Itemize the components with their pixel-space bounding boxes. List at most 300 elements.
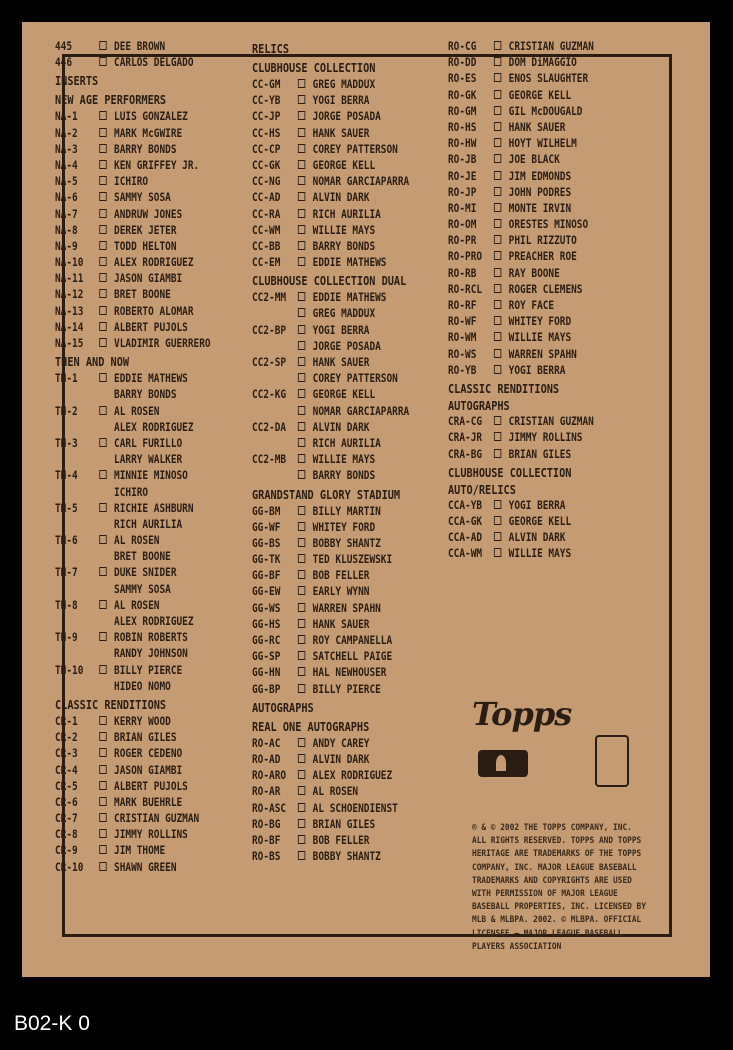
checklist-row — [252, 832, 409, 848]
checklist-row — [252, 681, 409, 697]
section-heading: NEW AGE PERFORMERS — [55, 92, 167, 108]
checkbox-icon[interactable] — [494, 106, 501, 115]
checkbox-icon[interactable] — [99, 732, 106, 741]
checklist-row — [252, 305, 409, 321]
checkbox-icon[interactable] — [494, 41, 501, 50]
checklist-row — [448, 446, 594, 462]
checkbox-icon[interactable] — [298, 851, 305, 860]
checkbox-icon[interactable] — [494, 219, 501, 228]
checklist-row — [448, 54, 594, 70]
checkbox-icon[interactable] — [298, 754, 305, 763]
section-heading: REAL ONE AUTOGRAPHS — [252, 718, 370, 734]
player-name: ROBIN ROBERTS — [114, 630, 188, 645]
card-number: NA-14 — [55, 319, 84, 334]
player-name: CRISTIAN GUZMAN — [114, 811, 200, 826]
player-name: ROGER CLEMENS — [508, 281, 583, 296]
player-name: GEORGE KELL — [508, 514, 572, 529]
player-name: DEE BROWN — [114, 39, 166, 53]
card-number — [252, 305, 298, 321]
checklist-row — [252, 751, 409, 767]
checklist-row — [55, 859, 211, 875]
checkbox-icon[interactable] — [494, 516, 501, 525]
card-number: NA-8 — [55, 222, 78, 237]
player-name: EDDIE MATHEWS — [312, 255, 387, 270]
checklist-row — [55, 678, 211, 694]
checklist-row — [448, 119, 594, 135]
checkbox-icon[interactable] — [298, 257, 305, 266]
checkbox-icon[interactable] — [99, 781, 106, 790]
checkbox-icon[interactable] — [99, 503, 106, 512]
checklist-row — [448, 346, 594, 362]
player-name: ALEX RODRIGUEZ — [312, 768, 393, 783]
checkbox-icon[interactable] — [99, 306, 106, 315]
section-heading: AUTOGRAPHS — [448, 397, 510, 413]
checklist-row — [252, 583, 409, 599]
checklist-row — [252, 551, 409, 567]
checklist-row — [252, 648, 409, 664]
checkbox-icon[interactable] — [99, 845, 106, 854]
mlb-logo-icon — [478, 750, 528, 777]
player-name: ALBERT PUJOLS — [114, 778, 188, 793]
card-number: CC2-SP — [252, 355, 287, 369]
checkbox-icon[interactable] — [298, 225, 305, 234]
checkbox-icon[interactable] — [298, 241, 305, 250]
checkbox-icon[interactable] — [494, 235, 501, 244]
checkbox-icon[interactable] — [298, 160, 305, 169]
checkbox-icon[interactable] — [298, 144, 305, 153]
checkbox-icon[interactable] — [99, 273, 106, 282]
card-number: TN-8 — [55, 597, 78, 612]
card-number — [55, 548, 99, 564]
card-number: TN-7 — [55, 565, 78, 580]
checkbox-icon[interactable] — [99, 600, 106, 609]
checklist-row — [252, 467, 409, 483]
checkbox-icon[interactable] — [494, 154, 501, 163]
player-name: ANDRUW JONES — [114, 206, 183, 221]
player-name: HOYT WILHELM — [508, 136, 577, 151]
checkbox-icon[interactable] — [298, 786, 305, 795]
checkbox-icon[interactable] — [298, 554, 305, 563]
player-name: NOMAR GARCIAPARRA — [312, 174, 410, 189]
card-number: TN-10 — [55, 662, 84, 677]
checkbox-icon[interactable] — [494, 138, 501, 147]
checkbox-icon[interactable] — [99, 241, 106, 250]
checkbox-icon[interactable] — [99, 748, 106, 757]
card-number: CC-GK — [252, 157, 281, 172]
player-name: ALEX RODRIGUEZ — [114, 419, 194, 434]
checkbox-icon[interactable] — [99, 338, 106, 347]
player-name: CRISTIAN GUZMAN — [508, 39, 594, 53]
checklist-row — [55, 810, 211, 826]
card-number: CC-WM — [252, 222, 281, 237]
checklist-row — [252, 767, 409, 783]
checklist-row — [448, 265, 594, 281]
checklist-row — [55, 222, 211, 238]
player-name: MONTE IRVIN — [508, 200, 572, 215]
card-number: CRA-CG — [448, 414, 483, 429]
checkbox-icon[interactable] — [99, 862, 106, 871]
player-name: GREG MADDUX — [312, 306, 376, 321]
card-number: 446 — [55, 55, 73, 70]
checkbox-icon[interactable] — [99, 322, 106, 331]
card-number — [55, 678, 99, 694]
checklist-row — [252, 254, 409, 270]
player-name: WILLIE MAYS — [312, 452, 376, 467]
checkbox-icon[interactable] — [494, 316, 501, 325]
player-name: WILLIE MAYS — [508, 546, 572, 561]
checkbox-icon[interactable] — [99, 716, 106, 725]
checkbox-icon[interactable] — [298, 738, 305, 747]
checklist-row — [448, 281, 594, 297]
checklist-row — [55, 516, 211, 532]
legal-text: ® & © 2002 THE TOPPS COMPANY, INC. ALL RIGHTS RESERVED. TOPPS AND TOPPS HERITAGE ARE TRADEMARKS OF THE TOPPS COMPANY, INC. MAJOR LEAGUE BASEBALL TRADEMARKS AND COPYRIGHTS ARE USED WITH PERMISSION OF MAJOR LEAGUE BASEBALL PROPERTIES, INC. LICENSED BY MLB & MLBPA. 2002. © MLBPA. OFFICIAL LICENSEE – MAJOR LEAGUE BASEBALL PLAYERS ASSOCIATION — [472, 822, 646, 952]
checkbox-icon[interactable] — [494, 500, 501, 509]
checklist-row — [448, 313, 594, 329]
checkbox-icon[interactable] — [298, 603, 305, 612]
checklist-row — [448, 216, 594, 232]
player-name: BOB FELLER — [312, 568, 370, 583]
card-number: CR-8 — [55, 827, 78, 842]
checkbox-icon[interactable] — [298, 835, 305, 844]
checkbox-icon[interactable] — [298, 373, 305, 382]
card-number: RO-WS — [448, 346, 477, 361]
checkbox-icon[interactable] — [298, 586, 305, 595]
checkbox-icon[interactable] — [494, 548, 501, 557]
player-name: JIM EDMONDS — [508, 168, 572, 183]
player-name: WILLIE MAYS — [508, 330, 572, 345]
card-number — [252, 435, 298, 451]
checklist-row — [55, 581, 211, 597]
card-number: RO-OM — [448, 217, 477, 232]
spacer — [99, 678, 106, 694]
checklist-row — [55, 645, 211, 661]
checkbox-icon[interactable] — [494, 122, 501, 131]
checklist-row — [252, 222, 409, 238]
player-name: LARRY WALKER — [114, 452, 183, 467]
checkbox-icon[interactable] — [298, 522, 305, 531]
checkbox-icon[interactable] — [298, 570, 305, 579]
card-number: CC2-DA — [252, 419, 287, 434]
card-number: NA-11 — [55, 271, 84, 286]
checklist-row — [448, 70, 594, 86]
checklist-row — [55, 303, 211, 319]
card-number: CC-HS — [252, 125, 281, 140]
checkbox-icon[interactable] — [494, 90, 501, 99]
checkbox-icon[interactable] — [298, 538, 305, 547]
checkbox-icon[interactable] — [494, 432, 501, 441]
checkbox-icon[interactable] — [494, 365, 501, 374]
card-number — [55, 484, 99, 500]
checklist-row — [55, 335, 211, 351]
checklist-row — [55, 826, 211, 842]
checklist-row — [55, 451, 211, 467]
player-name: ALVIN DARK — [312, 190, 370, 205]
player-name: GREG MADDUX — [312, 77, 376, 91]
checklist-row — [252, 141, 409, 157]
checkbox-icon[interactable] — [99, 289, 106, 298]
checkbox-icon[interactable] — [99, 144, 106, 153]
card-number: GG-WS — [252, 600, 281, 615]
player-name: HIDEO NOMO — [114, 678, 171, 693]
checklist-row — [55, 206, 211, 222]
card-number: RO-MI — [448, 200, 477, 215]
checklist-row — [252, 386, 409, 402]
checklist-row — [55, 125, 211, 141]
card-number: NA-5 — [55, 174, 78, 189]
checklist-row — [448, 232, 594, 248]
card-number: RO-HW — [448, 136, 477, 151]
player-name: RICHIE ASHBURN — [114, 500, 194, 515]
checkbox-icon[interactable] — [298, 684, 305, 693]
card-number: CC-BB — [252, 238, 281, 253]
checklist-row — [252, 567, 409, 583]
checkbox-icon[interactable] — [298, 79, 305, 88]
checkbox-icon[interactable] — [298, 308, 305, 317]
card-number: CC-YB — [252, 93, 281, 108]
checkbox-icon[interactable] — [298, 619, 305, 628]
checklist-row — [55, 629, 211, 645]
checkbox-icon[interactable] — [298, 470, 305, 479]
checkbox-icon[interactable] — [494, 57, 501, 66]
card-number — [252, 370, 298, 386]
checkbox-icon[interactable] — [99, 41, 106, 50]
checklist-row — [252, 370, 409, 386]
player-name: AL ROSEN — [114, 403, 160, 418]
checkbox-icon[interactable] — [298, 406, 305, 415]
card-number: RO-PRO — [448, 249, 483, 264]
player-name: EARLY WYNN — [312, 584, 370, 599]
player-name: JASON GIAMBI — [114, 271, 183, 286]
checklist-row — [55, 238, 211, 254]
checklist-row — [252, 519, 409, 535]
checkbox-icon[interactable] — [298, 819, 305, 828]
card-number: RO-BS — [252, 849, 281, 864]
player-name: KEN GRIFFEY JR. — [114, 157, 200, 172]
player-name: HANK SAUER — [508, 119, 566, 134]
checkbox-icon[interactable] — [494, 449, 501, 458]
checkbox-icon[interactable] — [298, 292, 305, 301]
player-name: JASON GIAMBI — [114, 762, 183, 777]
checkbox-icon[interactable] — [494, 416, 501, 425]
card-number: CRA-BG — [448, 446, 483, 461]
card-number: RO-PR — [448, 233, 477, 248]
checkbox-icon[interactable] — [298, 192, 305, 201]
card-number: NA-12 — [55, 287, 84, 302]
section-heading: CLUBHOUSE COLLECTION — [252, 60, 376, 75]
card-number: TN-3 — [55, 435, 78, 450]
checkbox-icon[interactable] — [298, 325, 305, 334]
checklist-row — [252, 289, 409, 305]
player-name: WHITEY FORD — [312, 519, 376, 534]
checkbox-icon[interactable] — [99, 192, 106, 201]
player-name: WHITEY FORD — [508, 314, 572, 329]
checklist-row — [55, 467, 211, 483]
checkbox-icon[interactable] — [298, 422, 305, 431]
player-name: JIMMY ROLLINS — [114, 827, 188, 842]
player-name: WARREN SPAHN — [508, 346, 577, 361]
checkbox-icon[interactable] — [99, 632, 106, 641]
checkbox-icon[interactable] — [99, 470, 106, 479]
player-name: MARK BUEHRLE — [114, 794, 183, 809]
checklist-row — [55, 108, 211, 124]
section-heading: AUTO/RELICS — [448, 481, 516, 497]
player-name: RICH AURILIA — [312, 206, 381, 221]
checklist-row — [448, 513, 594, 529]
checkbox-icon[interactable] — [298, 209, 305, 218]
checklist-row — [55, 403, 211, 419]
checkbox-icon[interactable] — [298, 95, 305, 104]
card-number: NA-15 — [55, 336, 84, 350]
card-number: TN-9 — [55, 630, 78, 645]
checkbox-icon[interactable] — [99, 406, 106, 415]
checklist-row — [55, 419, 211, 435]
player-name: BILLY PIERCE — [312, 681, 381, 696]
checkbox-icon[interactable] — [298, 667, 305, 676]
checkbox-icon[interactable] — [494, 349, 501, 358]
checkbox-icon[interactable] — [494, 284, 501, 293]
checkbox-icon[interactable] — [298, 111, 305, 120]
card-number: RO-HS — [448, 119, 477, 134]
checkbox-icon[interactable] — [99, 128, 106, 137]
checkbox-icon[interactable] — [494, 268, 501, 277]
player-name: ROGER CEDENO — [114, 746, 183, 761]
checklist-row — [55, 189, 211, 205]
checklist-row — [55, 157, 211, 173]
checklist-row — [448, 329, 594, 345]
checkbox-icon[interactable] — [298, 341, 305, 350]
section-heading: RELICS — [252, 41, 290, 56]
section-heading: CLUBHOUSE COLLECTION DUAL — [252, 273, 407, 289]
player-name: YOGI BERRA — [312, 93, 370, 108]
checklist-row — [55, 38, 211, 54]
player-name: ALVIN DARK — [312, 419, 370, 434]
player-name: BARRY BONDS — [312, 238, 376, 253]
player-name: TODD HELTON — [114, 238, 177, 253]
checkbox-icon[interactable] — [298, 128, 305, 137]
checkbox-icon[interactable] — [99, 176, 106, 185]
card-number: GG-EW — [252, 584, 281, 599]
checklist-row — [448, 529, 594, 545]
checkbox-icon[interactable] — [494, 187, 501, 196]
card-label: B02-K 0 — [14, 1012, 90, 1035]
player-name: ROY FACE — [508, 298, 555, 312]
card-number: CR-4 — [55, 762, 78, 777]
checklist-row — [448, 151, 594, 167]
player-name: BILLY MARTIN — [312, 503, 381, 518]
checkbox-icon[interactable] — [99, 797, 106, 806]
checkbox-icon[interactable] — [298, 389, 305, 398]
checkbox-icon[interactable] — [99, 567, 106, 576]
player-name: BRIAN GILES — [114, 730, 177, 745]
checklist-row — [252, 848, 409, 864]
checkbox-icon[interactable] — [298, 651, 305, 660]
player-name: BRET BOONE — [114, 287, 171, 302]
checkbox-icon[interactable] — [99, 765, 106, 774]
player-name: AL ROSEN — [114, 533, 160, 548]
checkbox-icon[interactable] — [298, 454, 305, 463]
checkbox-icon[interactable] — [494, 73, 501, 82]
checkbox-icon[interactable] — [99, 57, 106, 66]
checkbox-icon[interactable] — [99, 535, 106, 544]
checkbox-icon[interactable] — [99, 438, 106, 447]
card-number — [252, 338, 298, 354]
checklist-row — [55, 141, 211, 157]
checkbox-icon[interactable] — [99, 665, 106, 674]
checkbox-icon[interactable] — [99, 829, 106, 838]
card-number: NA-9 — [55, 238, 78, 253]
checkbox-icon[interactable] — [494, 251, 501, 260]
player-name: HANK SAUER — [312, 355, 370, 369]
card-number: RO-DD — [448, 55, 477, 70]
player-name: WARREN SPAHN — [312, 600, 381, 615]
checkbox-icon[interactable] — [494, 300, 501, 309]
player-name: VLADIMIR GUERRERO — [114, 336, 211, 350]
checkbox-icon[interactable] — [99, 813, 106, 822]
player-name: YOGI BERRA — [312, 322, 370, 337]
checkbox-icon[interactable] — [298, 357, 305, 366]
player-name: DUKE SNIDER — [114, 565, 177, 580]
checklist-row — [252, 632, 409, 648]
checkbox-icon[interactable] — [298, 438, 305, 447]
player-name: JIM THOME — [114, 843, 166, 858]
card-number: RO-AC — [252, 735, 281, 750]
checklist-row — [448, 362, 594, 378]
checkbox-icon[interactable] — [298, 803, 305, 812]
checklist-row — [55, 548, 211, 564]
card-number: CCA-AD — [448, 530, 483, 545]
checkbox-icon[interactable] — [298, 506, 305, 515]
checkbox-icon[interactable] — [99, 373, 106, 382]
card-number: NA-6 — [55, 190, 78, 205]
card-number: CR-3 — [55, 746, 78, 761]
checklist-row — [55, 54, 211, 70]
card-number: GG-BM — [252, 503, 281, 518]
player-name: EDDIE MATHEWS — [312, 290, 387, 305]
checkbox-icon[interactable] — [99, 225, 106, 234]
card-number: CC-RA — [252, 206, 281, 221]
player-name: JOE BLACK — [508, 152, 560, 167]
checkbox-icon[interactable] — [298, 176, 305, 185]
player-name: ALEX RODRIGUEZ — [114, 614, 194, 628]
player-name: TED KLUSZEWSKI — [312, 552, 393, 567]
player-name: BRIAN GILES — [508, 446, 572, 461]
checkbox-icon[interactable] — [99, 111, 106, 120]
checkbox-icon[interactable] — [494, 203, 501, 212]
player-name: EDDIE MATHEWS — [114, 371, 188, 386]
card-number: CC2-MB — [252, 452, 287, 467]
checklist-row — [448, 297, 594, 313]
checklist-row — [55, 729, 211, 745]
player-name: PHIL RIZZUTO — [508, 233, 577, 248]
checklist-row — [55, 662, 211, 678]
checkbox-icon[interactable] — [99, 160, 106, 169]
section-heading: THEN AND NOW — [55, 354, 130, 370]
checkbox-icon[interactable] — [494, 171, 501, 180]
checkbox-icon[interactable] — [494, 332, 501, 341]
checkbox-icon[interactable] — [99, 257, 106, 266]
spacer — [99, 386, 106, 402]
checkbox-icon[interactable] — [494, 532, 501, 541]
spacer — [99, 451, 106, 467]
card-number: RO-ASC — [252, 800, 287, 815]
checkbox-icon[interactable] — [298, 635, 305, 644]
checkbox-icon[interactable] — [99, 209, 106, 218]
player-name: JOHN PODRES — [508, 184, 572, 199]
checklist-row — [252, 189, 409, 205]
card-number: RO-JP — [448, 184, 477, 199]
checkbox-icon[interactable] — [298, 770, 305, 779]
card-number: CC-EM — [252, 255, 281, 270]
